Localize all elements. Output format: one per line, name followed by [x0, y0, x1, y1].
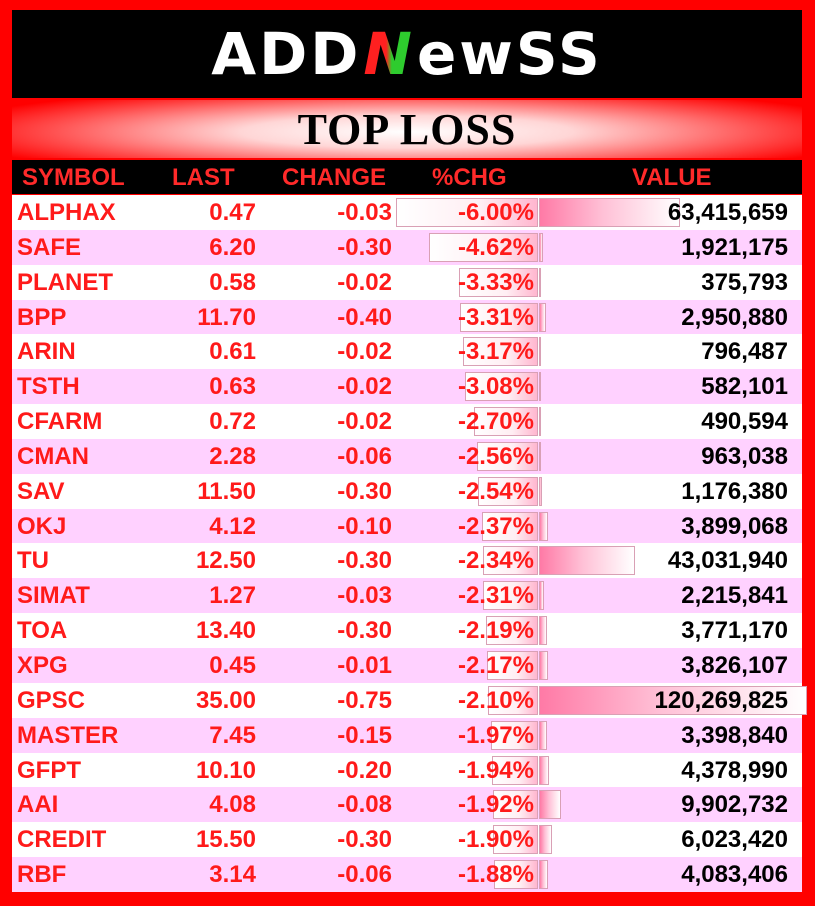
last-price-cell: 0.58 [209, 268, 256, 296]
table-row [12, 683, 802, 718]
symbol-cell: TOA [17, 617, 68, 645]
value-cell: 4,083,406 [681, 861, 788, 889]
value-bar [539, 616, 547, 645]
page-title: TOP LOSS [297, 104, 517, 154]
logo-text-end: ewSS [416, 20, 603, 88]
symbol-cell: TSTH [17, 373, 80, 401]
table-row [12, 787, 802, 822]
table-row [12, 857, 802, 892]
value-cell: 9,902,732 [681, 791, 788, 819]
value-bar [539, 477, 542, 506]
change-cell: -0.30 [337, 617, 392, 645]
last-price-cell: 2.28 [209, 442, 256, 470]
pct-change-cell: -1.90% [457, 826, 534, 854]
pct-change-cell: -2.10% [457, 686, 534, 714]
value-cell: 963,038 [701, 442, 788, 470]
column-header-symbol: SYMBOL [22, 164, 125, 191]
value-cell: 2,215,841 [681, 582, 788, 610]
symbol-cell: AAI [17, 791, 59, 819]
value-bar [539, 860, 548, 889]
value-cell: 3,771,170 [681, 617, 788, 645]
value-bar [539, 512, 548, 541]
change-cell: -0.75 [337, 686, 392, 714]
value-bar [539, 825, 552, 854]
change-cell: -0.02 [337, 338, 392, 366]
pct-change-cell: -4.62% [457, 233, 534, 261]
symbol-cell: SIMAT [17, 582, 90, 610]
value-bar [539, 442, 541, 471]
column-header-value: VALUE [632, 164, 712, 191]
value-cell: 6,023,420 [681, 826, 788, 854]
symbol-cell: CFARM [17, 408, 103, 436]
value-cell: 1,921,175 [681, 233, 788, 261]
table-row [12, 543, 802, 578]
table-row [12, 753, 802, 788]
table-row [12, 474, 802, 509]
symbol-cell: OKJ [17, 512, 67, 540]
value-bar [539, 756, 549, 785]
title-band [12, 100, 802, 158]
change-cell: -0.01 [337, 651, 392, 679]
last-price-cell: 0.45 [209, 651, 256, 679]
change-cell: -0.15 [337, 721, 392, 749]
value-cell: 1,176,380 [681, 477, 788, 505]
change-cell: -0.02 [337, 268, 392, 296]
change-cell: -0.06 [337, 442, 392, 470]
last-price-cell: 13.40 [195, 617, 256, 645]
value-cell: 490,594 [701, 408, 788, 436]
change-cell: -0.08 [337, 791, 392, 819]
pct-change-cell: -2.70% [457, 408, 534, 436]
table-row [12, 230, 802, 265]
logo-accent-letter: N [363, 20, 415, 88]
value-cell: 2,950,880 [681, 303, 788, 331]
symbol-cell: CMAN [17, 442, 89, 470]
pct-change-cell: -2.34% [457, 547, 534, 575]
table-row [12, 648, 802, 683]
change-cell: -0.02 [337, 408, 392, 436]
last-price-cell: 6.20 [209, 233, 256, 261]
last-price-cell: 35.00 [195, 686, 256, 714]
header-bar [12, 10, 802, 98]
column-header-last: LAST [172, 164, 235, 191]
last-price-cell: 7.45 [209, 721, 256, 749]
value-cell: 582,101 [701, 373, 788, 401]
value-cell: 375,793 [701, 268, 788, 296]
symbol-cell: MASTER [17, 721, 119, 749]
value-cell: 3,826,107 [681, 651, 788, 679]
pct-change-cell: -3.33% [457, 268, 534, 296]
pct-change-cell: -2.31% [457, 582, 534, 610]
change-cell: -0.30 [337, 826, 392, 854]
logo-text-start: ADD [211, 20, 362, 88]
symbol-cell: SAV [17, 477, 65, 505]
pct-change-cell: -3.31% [457, 303, 534, 331]
table-row [12, 509, 802, 544]
symbol-cell: PLANET [17, 268, 113, 296]
pct-change-cell: -3.17% [457, 338, 534, 366]
pct-change-cell: -6.00% [457, 199, 534, 226]
table-row [12, 613, 802, 648]
pct-change-cell: -1.97% [457, 721, 534, 749]
pct-change-cell: -2.37% [457, 512, 534, 540]
value-bar [539, 407, 541, 436]
table-row [12, 265, 802, 300]
symbol-cell: CREDIT [17, 826, 107, 854]
pct-change-cell: -2.54% [457, 477, 534, 505]
value-bar [539, 546, 635, 575]
value-bar [539, 198, 680, 227]
last-price-cell: 3.14 [209, 861, 256, 889]
table-row [12, 404, 802, 439]
last-price-cell: 0.72 [209, 408, 256, 436]
value-bar [539, 651, 548, 680]
table-row [12, 300, 802, 335]
pct-change-cell: -1.94% [457, 756, 534, 784]
symbol-cell: GFPT [17, 756, 81, 784]
last-price-cell: 12.50 [195, 547, 256, 575]
change-cell: -0.20 [337, 756, 392, 784]
pct-change-cell: -1.92% [457, 791, 534, 819]
pct-change-cell: -1.88% [457, 861, 534, 889]
value-cell: 3,899,068 [681, 512, 788, 540]
brand-logo [12, 10, 802, 98]
last-price-cell: 15.50 [195, 826, 256, 854]
symbol-cell: XPG [17, 651, 68, 679]
table-row [12, 195, 802, 230]
table-row [12, 439, 802, 474]
last-price-cell: 11.70 [197, 303, 256, 331]
table-row [12, 334, 802, 369]
change-cell: -0.02 [337, 373, 392, 401]
last-price-cell: 4.08 [209, 791, 256, 819]
table-body [12, 195, 802, 892]
value-bar [539, 337, 541, 366]
pct-change-cell: -2.17% [457, 651, 534, 679]
value-cell: 4,378,990 [681, 756, 788, 784]
value-bar [539, 233, 543, 262]
change-cell: -0.30 [337, 547, 392, 575]
pct-change-cell: -2.56% [457, 442, 534, 470]
last-price-cell: 1.27 [209, 582, 256, 610]
value-bar [539, 372, 541, 401]
symbol-cell: SAFE [17, 233, 82, 261]
value-bar [539, 303, 546, 332]
last-price-cell: 4.12 [209, 512, 256, 540]
table-row [12, 822, 802, 857]
value-bar [539, 268, 541, 297]
change-cell: -0.03 [337, 199, 392, 226]
table-row [12, 578, 802, 613]
change-cell: -0.30 [337, 233, 392, 261]
table-header [12, 160, 802, 194]
value-cell: 3,398,840 [681, 721, 788, 749]
value-bar [539, 790, 561, 819]
value-cell: 63,415,659 [667, 199, 788, 226]
value-cell: 796,487 [701, 338, 788, 366]
value-bar [539, 581, 544, 610]
change-cell: -0.30 [337, 477, 392, 505]
symbol-cell: TU [17, 547, 49, 575]
table-row [12, 369, 802, 404]
value-bar [539, 721, 547, 750]
value-cell: 43,031,940 [667, 547, 788, 575]
symbol-cell: GPSC [17, 686, 86, 714]
last-price-cell: 10.10 [195, 756, 256, 784]
symbol-cell: ARIN [17, 338, 76, 366]
change-cell: -0.06 [337, 861, 392, 889]
pct-change-cell: -2.19% [457, 617, 534, 645]
last-price-cell: 0.63 [209, 373, 256, 401]
value-cell: 120,269,825 [654, 686, 788, 714]
symbol-cell: RBF [17, 861, 67, 889]
change-cell: -0.10 [337, 512, 392, 540]
symbol-cell: BPP [17, 303, 67, 331]
last-price-cell: 11.50 [197, 477, 256, 505]
column-header-pct-change: %CHG [432, 164, 507, 191]
last-price-cell: 0.47 [209, 199, 256, 226]
last-price-cell: 0.61 [209, 338, 256, 366]
change-cell: -0.03 [337, 582, 392, 610]
column-header-change: CHANGE [282, 164, 387, 191]
symbol-cell: ALPHAX [17, 199, 116, 226]
pct-change-cell: -3.08% [457, 373, 534, 401]
table-row [12, 718, 802, 753]
change-cell: -0.40 [337, 303, 392, 331]
